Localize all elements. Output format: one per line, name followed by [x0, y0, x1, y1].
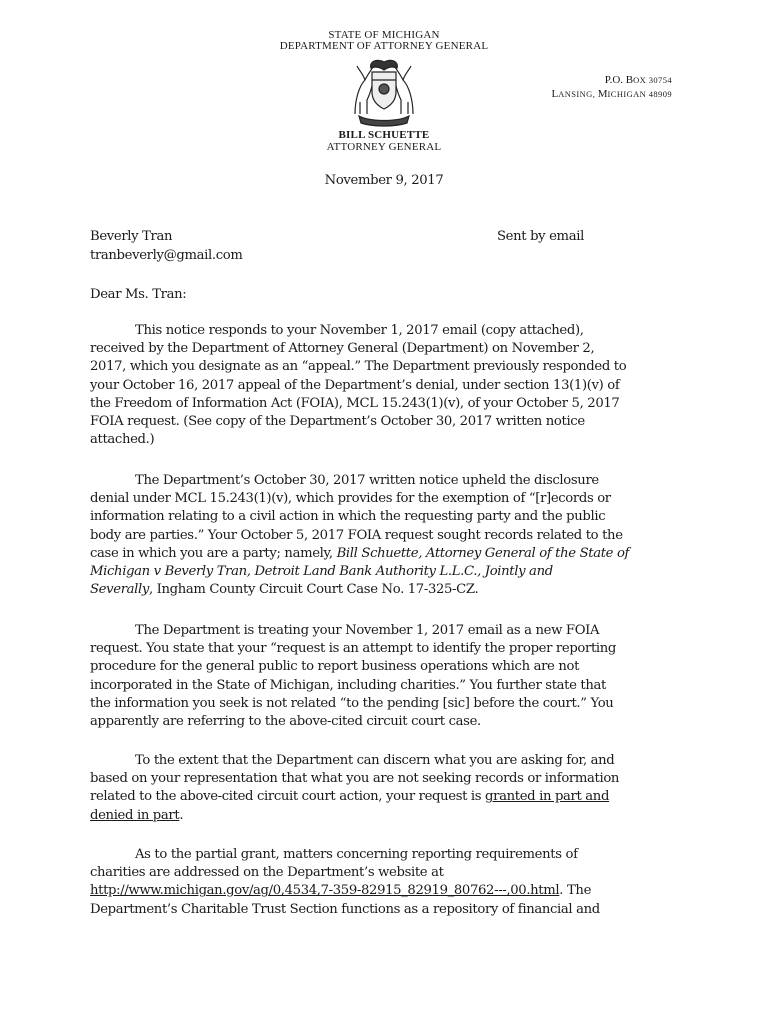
case-caption: Severally: [90, 582, 149, 598]
michigan-state-seal-icon: [343, 56, 425, 128]
paragraph-1: [90, 322, 690, 449]
p2-line: denial under MCL 15.243(1)(v), which provides for the exemption of “[r]ecords or: [90, 491, 611, 507]
case-caption: Michigan v Beverly Tran, Detroit Land Bank Authority L.L.C., Jointly and: [90, 563, 553, 579]
p3-line: apparently are referring to the above-cited circuit court case.: [90, 713, 481, 729]
letter-date: November 9, 2017: [324, 173, 444, 188]
state-heading: STATE OF MICHIGAN: [328, 29, 440, 41]
p1-line: the Freedom of Information Act (FOIA), MCL 15.243(1)(v), of your October 5, 2017: [90, 395, 620, 411]
p4-line: based on your representation that what you are not seeking records or information: [90, 771, 620, 787]
p2-line: Severally, Ingham County Circuit Court Case No. 17-325-CZ.: [90, 582, 479, 598]
paragraph-5: [90, 846, 690, 919]
p5-line: charities are addressed on the Department’s website at: [90, 865, 444, 881]
attorney-general-title: ATTORNEY GENERAL: [326, 141, 442, 153]
p1-line: received by the Department of Attorney General (Department) on November 2,: [90, 341, 595, 357]
case-caption: Bill Schuette, Attorney General of the State of: [336, 545, 630, 561]
p5-line: As to the partial grant, matters concerning reporting requirements of: [135, 847, 578, 862]
p1-line: FOIA request. (See copy of the Department’s October 30, 2017 written notice: [90, 413, 585, 429]
delivery-method: Sent by email: [497, 229, 584, 244]
city-state-zip: LANSING, MICHIGAN 48909: [551, 88, 672, 100]
paragraph-4: [90, 752, 690, 825]
p3-line: the information you seek is not related “to the pending [sic] before the court.” You: [90, 695, 614, 711]
p4-line: related to the above-cited circuit court action, your request is granted in part and: [90, 789, 610, 805]
p1-line: your October 16, 2017 appeal of the Department’s denial, under section 13(1)(v) of: [90, 377, 620, 393]
p2-line: body are parties.” Your October 5, 2017 FOIA request sought records related to the: [90, 527, 623, 543]
p3-line: incorporated in the State of Michigan, including charities.” You further state that: [90, 677, 606, 693]
recipient-name: Beverly Tran: [90, 229, 173, 244]
p4-line: To the extent that the Department can discern what you are asking for, and: [135, 753, 615, 768]
p5-line: http://www.michigan.gov/ag/0,4534,7-359-82915_82919_80762---,00.html. The: [90, 883, 592, 899]
p3-line: request. You state that your “request is an attempt to identify the proper reporting: [90, 641, 617, 657]
decision-text: granted in part and: [485, 789, 610, 805]
decision-text: denied in part: [90, 807, 180, 823]
paragraph-2: [90, 472, 690, 599]
p2-line: information relating to a civil action in which the requesting party and the public: [90, 509, 606, 525]
paragraph-3: [90, 622, 690, 731]
p1-line: attached.): [90, 432, 155, 448]
p4-line: denied in part.: [90, 807, 184, 823]
p5-line: Department’s Charitable Trust Section functions as a repository of financial and: [90, 901, 600, 917]
po-box: P.O. BOX 30754: [604, 74, 672, 86]
p1-line: This notice responds to your November 1, 2017 email (copy attached),: [135, 323, 584, 338]
salutation: Dear Ms. Tran:: [90, 287, 187, 302]
attorney-general-name: BILL SCHUETTE: [338, 129, 430, 141]
recipient-email: tranbeverly@gmail.com: [90, 248, 243, 263]
p2-line: The Department’s October 30, 2017 written notice upheld the disclosure: [135, 473, 599, 488]
p1-line: 2017, which you designate as an “appeal.” The Department previously responded to: [90, 359, 627, 375]
p3-line: procedure for the general public to report business operations which are not: [90, 659, 580, 675]
department-heading: DEPARTMENT OF ATTORNEY GENERAL: [279, 40, 489, 52]
p2-line: case in which you are a party; namely, Bill Schuette, Attorney General of the State of: [90, 545, 630, 561]
p3-line: The Department is treating your November 1, 2017 email as a new FOIA: [135, 623, 600, 638]
charities-website-link[interactable]: http://www.michigan.gov/ag/0,4534,7-359-82915_82919_80762---,00.html: [90, 883, 560, 899]
